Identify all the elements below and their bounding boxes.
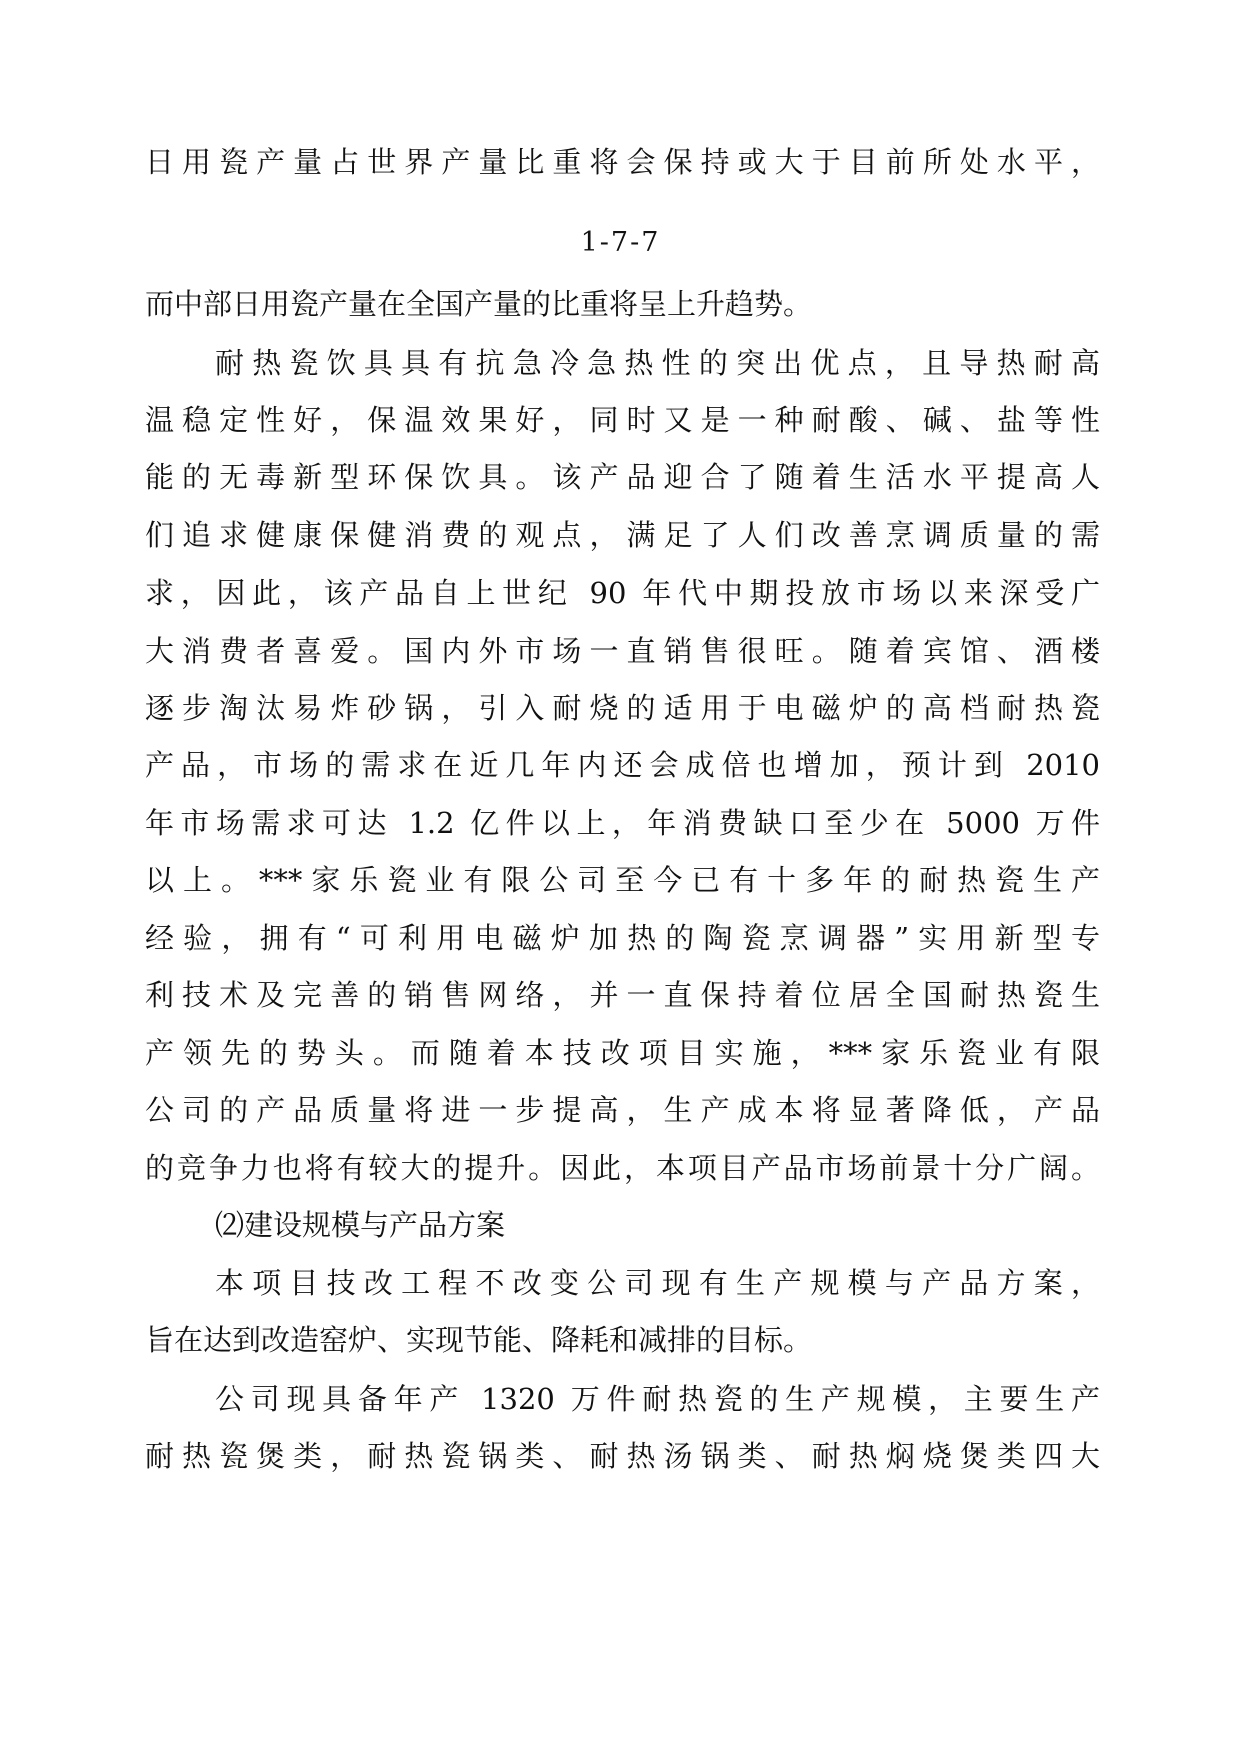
- text-line-17: 的竞争力也将有较大的提升。因此，本项目产品市场前景十分广阔。: [145, 1151, 1100, 1185]
- text-line-22: 耐热瓷煲类，耐热瓷锅类、耐热汤锅类、耐热焖烧煲类四大: [145, 1439, 1100, 1473]
- text-line-3: 耐热瓷饮具具有抗急冷急热性的突出优点，且导热耐高: [215, 346, 1100, 380]
- text-line-7: 求，因此，该产品自上世纪 90 年代中期投放市场以来深受广: [145, 576, 1100, 610]
- text-line-19: 本项目技改工程不改变公司现有生产规模与产品方案，: [215, 1266, 1100, 1300]
- text-line-10: 产品，市场的需求在近几年内还会成倍也增加，预计到 2010: [145, 748, 1100, 782]
- text-line-1: 日用瓷产量占世界产量比重将会保持或大于目前所处水平，: [145, 145, 1100, 179]
- text-line-2: 而中部日用瓷产量在全国产量的比重将呈上升趋势。: [145, 287, 813, 321]
- text-line-21: 公司现具备年产 1320 万件耐热瓷的生产规模，主要生产: [215, 1382, 1100, 1416]
- text-line-9: 逐步淘汰易炸砂锅，引入耐烧的适用于电磁炉的高档耐热瓷: [145, 691, 1100, 725]
- text-line-16: 公司的产品质量将进一步提高，生产成本将显著降低，产品: [145, 1093, 1100, 1127]
- text-line-6: 们追求健康保健消费的观点，满足了人们改善烹调质量的需: [145, 518, 1100, 552]
- section-heading: ⑵建设规模与产品方案: [215, 1208, 506, 1242]
- text-line-5: 能的无毒新型环保饮具。该产品迎合了随着生活水平提高人: [145, 460, 1100, 494]
- text-line-15: 产领先的势头。而随着本技改项目实施，***家乐瓷业有限: [145, 1036, 1100, 1070]
- text-line-8: 大消费者喜爱。国内外市场一直销售很旺。随着宾馆、酒楼: [145, 634, 1100, 668]
- page-number: 1-7-7: [580, 227, 661, 258]
- text-line-4: 温稳定性好，保温效果好，同时又是一种耐酸、碱、盐等性: [145, 403, 1100, 437]
- text-line-20: 旨在达到改造窑炉、实现节能、降耗和减排的目标。: [145, 1323, 813, 1357]
- text-line-12: 以上。***家乐瓷业有限公司至今已有十多年的耐热瓷生产: [145, 863, 1100, 897]
- text-line-14: 利技术及完善的销售网络，并一直保持着位居全国耐热瓷生: [145, 978, 1100, 1012]
- text-line-13: 经验，拥有“可利用电磁炉加热的陶瓷烹调器”实用新型专: [145, 921, 1100, 955]
- text-line-11: 年市场需求可达 1.2 亿件以上，年消费缺口至少在 5000 万件: [145, 806, 1100, 840]
